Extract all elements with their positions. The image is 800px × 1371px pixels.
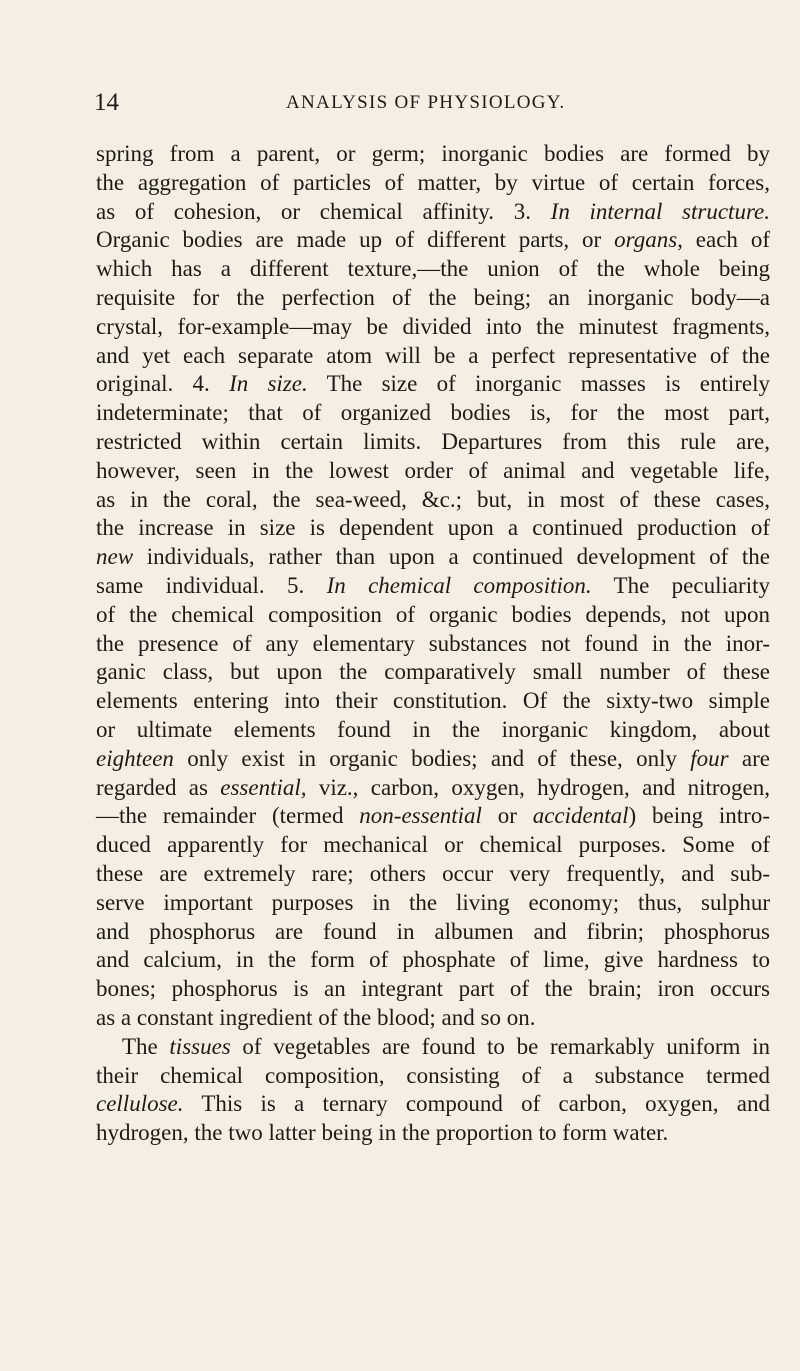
text-segment: as of cohesion, or chemical affinity. 3. <box>96 198 551 224</box>
running-title: ANALYSIS OF PHYSIOLOGY. <box>286 92 566 113</box>
italic-text: accidental <box>532 803 629 829</box>
text-segment: and yet each separate atom will be a perfect representative of the <box>96 342 770 368</box>
text-segment: these are extremely rare; others occur very frequently, and sub- <box>96 860 770 886</box>
text-line <box>96 802 770 831</box>
text-line <box>96 630 770 659</box>
text-segment: Organic bodies are made up of different parts, or <box>96 227 615 253</box>
text-segment: or <box>481 803 533 829</box>
italic-text: cellulose. <box>96 1091 184 1117</box>
text-line <box>96 572 770 601</box>
text-line <box>96 1033 770 1062</box>
text-line <box>96 975 770 1004</box>
text-line <box>96 1119 770 1148</box>
italic-text: non-essential <box>359 803 482 829</box>
text-line <box>96 946 770 975</box>
text-segment: elements entering into their constitution. Of the sixty-two simple <box>96 688 770 714</box>
text-line <box>96 169 770 198</box>
text-segment: individuals, rather than upon a continued development of the <box>133 544 770 570</box>
text-line <box>96 198 770 227</box>
text-segment: The <box>122 1033 170 1059</box>
text-line <box>96 226 770 255</box>
text-segment: or ultimate elements found in the inorganic kingdom, about <box>96 716 770 742</box>
text-line <box>96 486 770 515</box>
text-segment: their chemical composition, consisting of a substance termed <box>96 1062 770 1088</box>
text-line <box>96 716 770 745</box>
text-segment: which has a different texture,—the union of the whole being <box>96 256 770 282</box>
text-segment: original. 4. <box>96 371 230 397</box>
text-segment: of the chemical composition of organic bodies depends, not upon <box>96 601 770 627</box>
text-line <box>96 342 770 371</box>
italic-text: eighteen <box>96 745 174 771</box>
text-line <box>96 1090 770 1119</box>
text-line <box>96 1004 770 1033</box>
text-line <box>96 687 770 716</box>
italic-text: organs, <box>614 227 683 253</box>
italic-text: new <box>96 544 134 570</box>
italic-text: In internal structure. <box>550 198 771 224</box>
text-segment: the aggregation of particles of matter, by virtue of certain forces, <box>96 169 770 195</box>
text-segment: the increase in size is dependent upon a continued production of <box>96 515 770 541</box>
text-line <box>96 658 770 687</box>
text-segment: the presence of any elementary substances not found in the inor- <box>96 630 770 656</box>
text-line <box>96 831 770 860</box>
text-segment: —the remainder (termed <box>96 803 360 829</box>
text-segment: each of <box>682 227 770 253</box>
text-segment: indeterminate; that of organized bodies is, for the most part, <box>96 400 770 426</box>
text-line <box>96 370 770 399</box>
text-segment: of vegetables are found to be remarkably uniform in <box>230 1033 770 1059</box>
text-segment: bones; phosphorus is an integrant part of the brain; iron occurs <box>96 976 770 1002</box>
text-segment: This is a ternary compound of carbon, oxygen, and <box>183 1091 770 1117</box>
italic-text: In size. <box>229 371 308 397</box>
text-line <box>96 457 770 486</box>
text-segment: ) being intro- <box>628 803 770 829</box>
page-number: 14 <box>94 89 119 116</box>
body-text <box>96 140 770 1148</box>
text-segment: viz., carbon, oxygen, hydrogen, and nitrogen, <box>306 774 771 800</box>
running-head <box>94 88 770 118</box>
text-segment: and phosphorus are found in albumen and fibrin; phosphorus <box>96 918 770 944</box>
text-segment: duced apparently for mechanical or chemical purposes. Some of <box>96 832 770 858</box>
text-segment: however, seen in the lowest order of animal and vegetable life, <box>96 457 770 483</box>
text-line <box>96 860 770 889</box>
text-line <box>96 889 770 918</box>
text-segment: only exist in organic bodies; and of these, only <box>173 745 691 771</box>
italic-text: tissues <box>169 1033 231 1059</box>
text-segment: serve important purposes in the living economy; thus, sulphur <box>96 889 770 915</box>
text-segment: restricted within certain limits. Departures from this rule are, <box>96 428 770 454</box>
text-line <box>96 745 770 774</box>
text-segment: spring from a parent, or germ; inorganic bodies are formed by <box>96 141 770 166</box>
text-segment: crystal, for-example—may be divided into the minutest fragments, <box>96 313 770 339</box>
text-segment: The peculiarity <box>591 572 770 598</box>
text-line <box>96 514 770 543</box>
text-segment: The size of inorganic masses is entirely <box>307 371 770 397</box>
text-line <box>96 774 770 803</box>
text-segment: and calcium, in the form of phosphate of lime, give hardness to <box>96 947 770 973</box>
italic-text: essential, <box>220 774 307 800</box>
text-segment: regarded as <box>96 774 221 800</box>
text-segment: as a constant ingredient of the blood; and so on. <box>96 1004 536 1030</box>
text-segment: as in the coral, the sea-weed, &c.; but, in most of these cases, <box>96 486 770 512</box>
italic-text: four <box>690 745 729 771</box>
text-line <box>96 284 770 313</box>
text-segment: hydrogen, the two latter being in the proportion to form water. <box>96 1120 669 1146</box>
text-line <box>96 1062 770 1091</box>
text-segment: are <box>728 745 770 771</box>
text-segment: same individual. 5. <box>96 572 327 598</box>
text-line <box>96 140 770 169</box>
text-line <box>96 543 770 572</box>
text-line <box>96 313 770 342</box>
text-line <box>96 255 770 284</box>
text-line <box>96 428 770 457</box>
text-segment: ganic class, but upon the comparatively small number of these <box>96 659 770 685</box>
text-line <box>96 601 770 630</box>
text-segment: requisite for the perfection of the being; an inorganic body—a <box>96 284 770 310</box>
text-line <box>96 918 770 947</box>
italic-text: In chemical composition. <box>326 572 592 598</box>
text-line <box>96 399 770 428</box>
